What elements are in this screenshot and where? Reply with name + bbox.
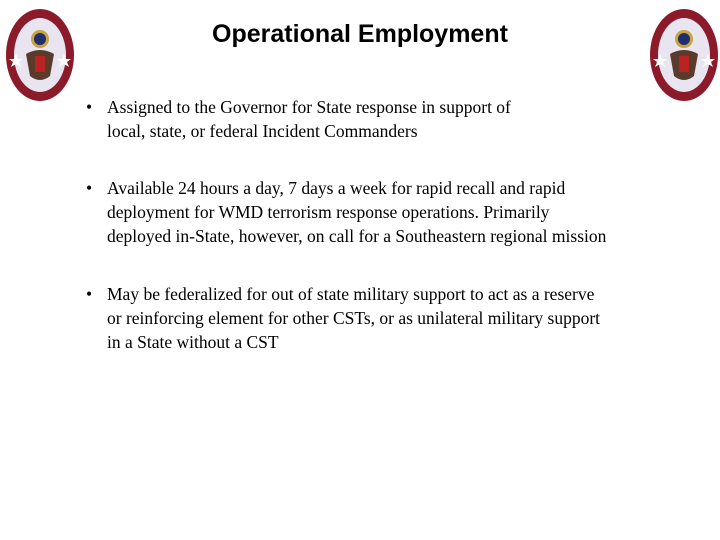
- bullet-line: in a State without a CST: [107, 332, 279, 352]
- bullet-line: deployed in-State, however, on call for a Southeastern regional mission: [107, 226, 607, 246]
- bullet-line: or reinforcing element for other CSTs, or as unilateral military support: [107, 308, 601, 328]
- bullet-line: Available 24 hours a day, 7 days a week for rapid recall and rapid: [107, 178, 566, 198]
- bullet-glyph: •: [86, 284, 93, 304]
- bullet-glyph: •: [86, 178, 93, 198]
- bullet-glyph: •: [86, 97, 93, 117]
- slide-title: Operational Employment: [212, 20, 508, 48]
- bullet-line: May be federalized for out of state military support to act as a reserve: [107, 284, 595, 304]
- bullet-line: deployment for WMD terrorism response operations. Primarily: [107, 202, 550, 222]
- bullet-line: local, state, or federal Incident Commanders: [107, 121, 418, 141]
- bullet-line: Assigned to the Governor for State response in support of: [107, 97, 511, 117]
